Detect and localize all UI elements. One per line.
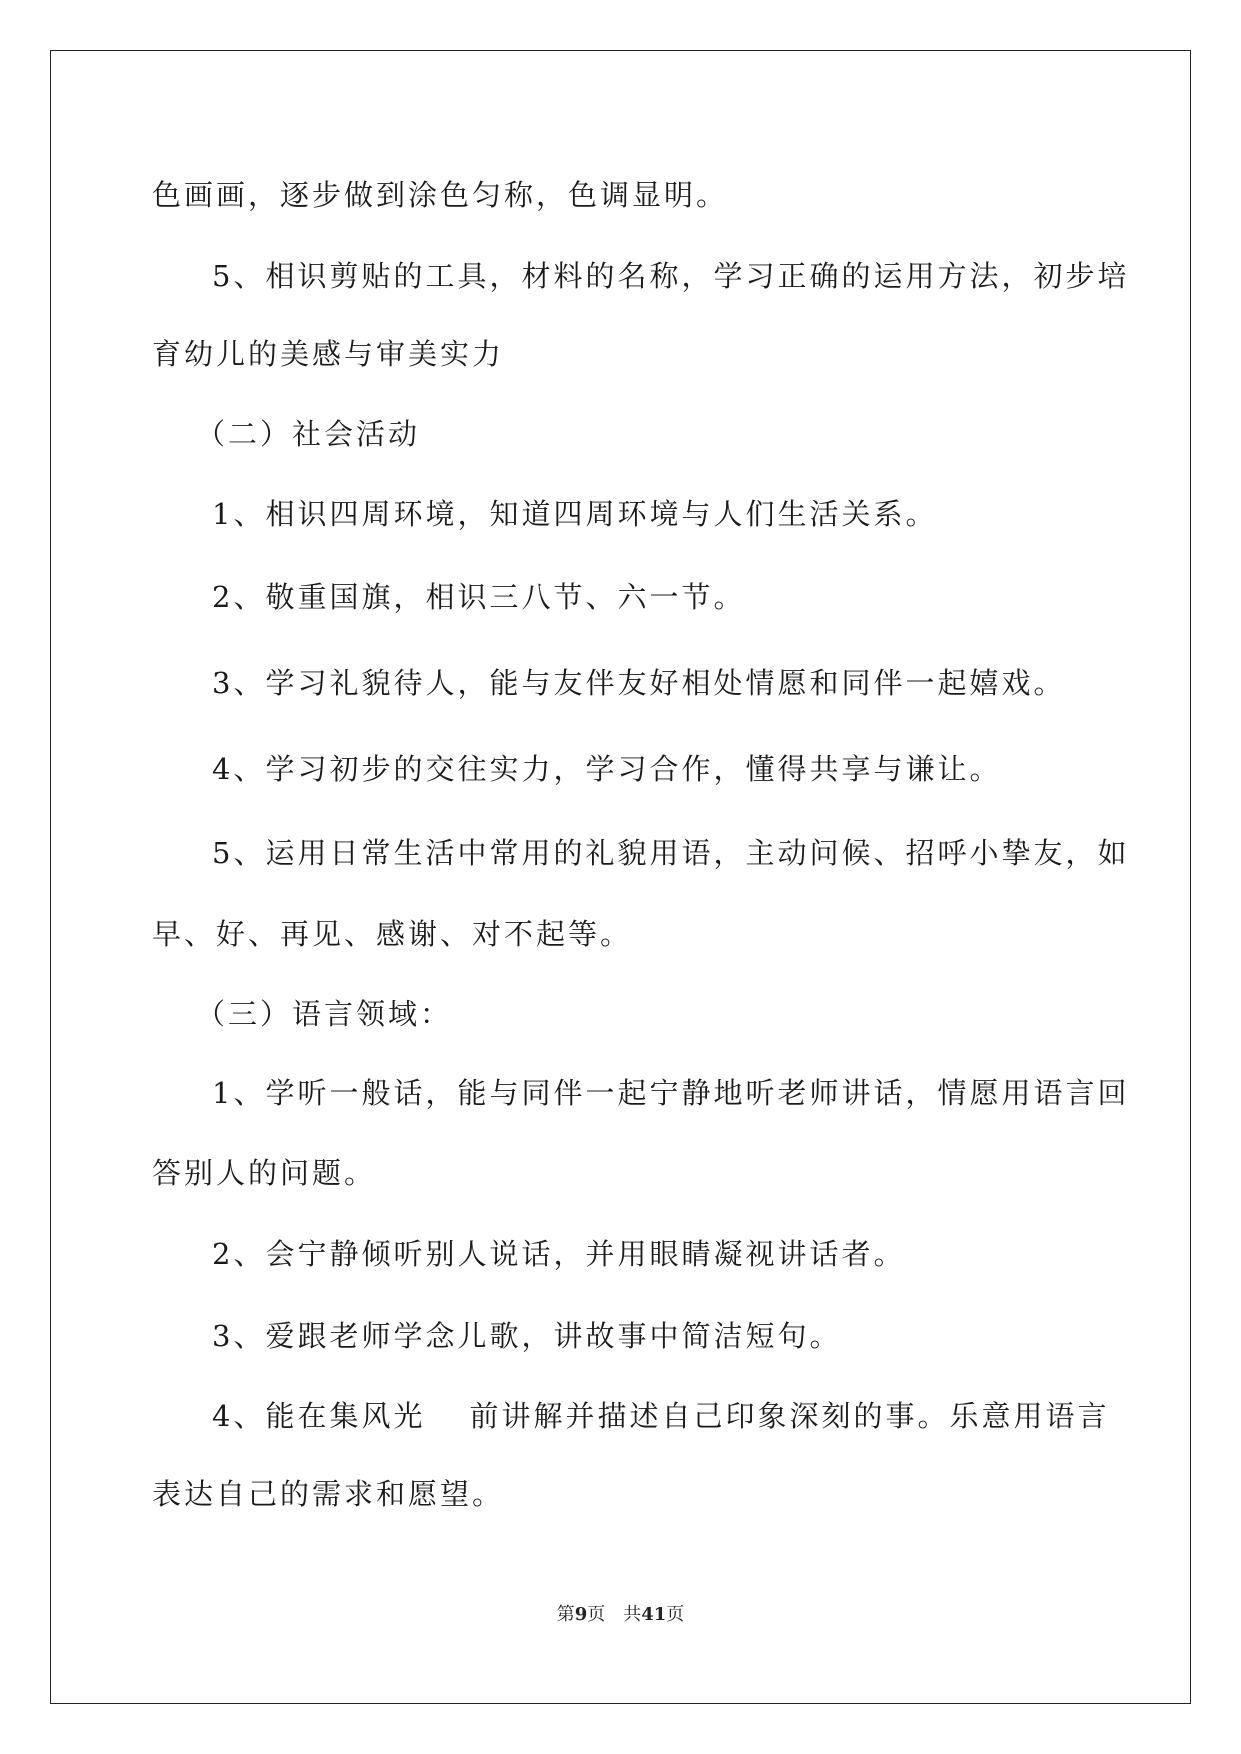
paragraph-line: 色画画，逐步做到涂色匀称，色调显明。 [152,178,729,212]
section-heading: （三）语言领域： [196,997,453,1031]
list-item: 5、运用日常生活中常用的礼貌用语，主动问候、招呼小挚友，如 [212,836,1130,870]
list-item: 1、相识四周环境，知道四周环境与人们生活关系。 [212,497,938,531]
paragraph-line: 答别人的问题。 [152,1156,377,1190]
footer-prefix: 第 [556,1604,575,1625]
current-page-number: 9 [574,1604,588,1625]
document-body [152,160,1130,1534]
list-item: 1、学听一般话，能与同伴一起宁静地听老师讲话，情愿用语言回 [212,1076,1130,1110]
list-item [152,1378,1110,1454]
paragraph-line: 表达自己的需求和愿望。 [152,1477,505,1511]
list-item: 3、爱跟老师学念儿歌，讲故事中简洁短句。 [212,1319,842,1353]
list-item: 3、学习礼貌待人，能与友伴友好相处情愿和同伴一起嬉戏。 [212,666,1066,700]
paragraph-line: 早、好、再见、感谢、对不起等。 [152,917,633,951]
paragraph-line: 育幼儿的美感与审美实力 [152,337,505,371]
footer-page-suffix: 页 [587,1604,606,1625]
footer-total-suffix: 页 [666,1604,685,1625]
page-footer [0,1600,1241,1626]
total-page-count: 41 [641,1604,667,1625]
footer-total-prefix: 共 [623,1604,642,1625]
list-item: 4、学习初步的交往实力，学习合作，懂得共享与谦让。 [212,752,1002,786]
list-item-text-end: 前讲解并描述自己印象深刻的事。乐意用语言 [469,1399,1110,1433]
list-item-text-start: 4、能在集风光 [212,1399,426,1433]
list-item: 2、敬重国旗，相识三八节、六一节。 [212,580,746,614]
section-heading: （二）社会活动 [196,417,421,451]
paragraph-line: 5、相识剪贴的工具，材料的名称，学习正确的运用方法，初步培 [212,259,1130,293]
list-item: 2、会宁静倾听别人说话，并用眼睛凝视讲话者。 [212,1237,906,1271]
